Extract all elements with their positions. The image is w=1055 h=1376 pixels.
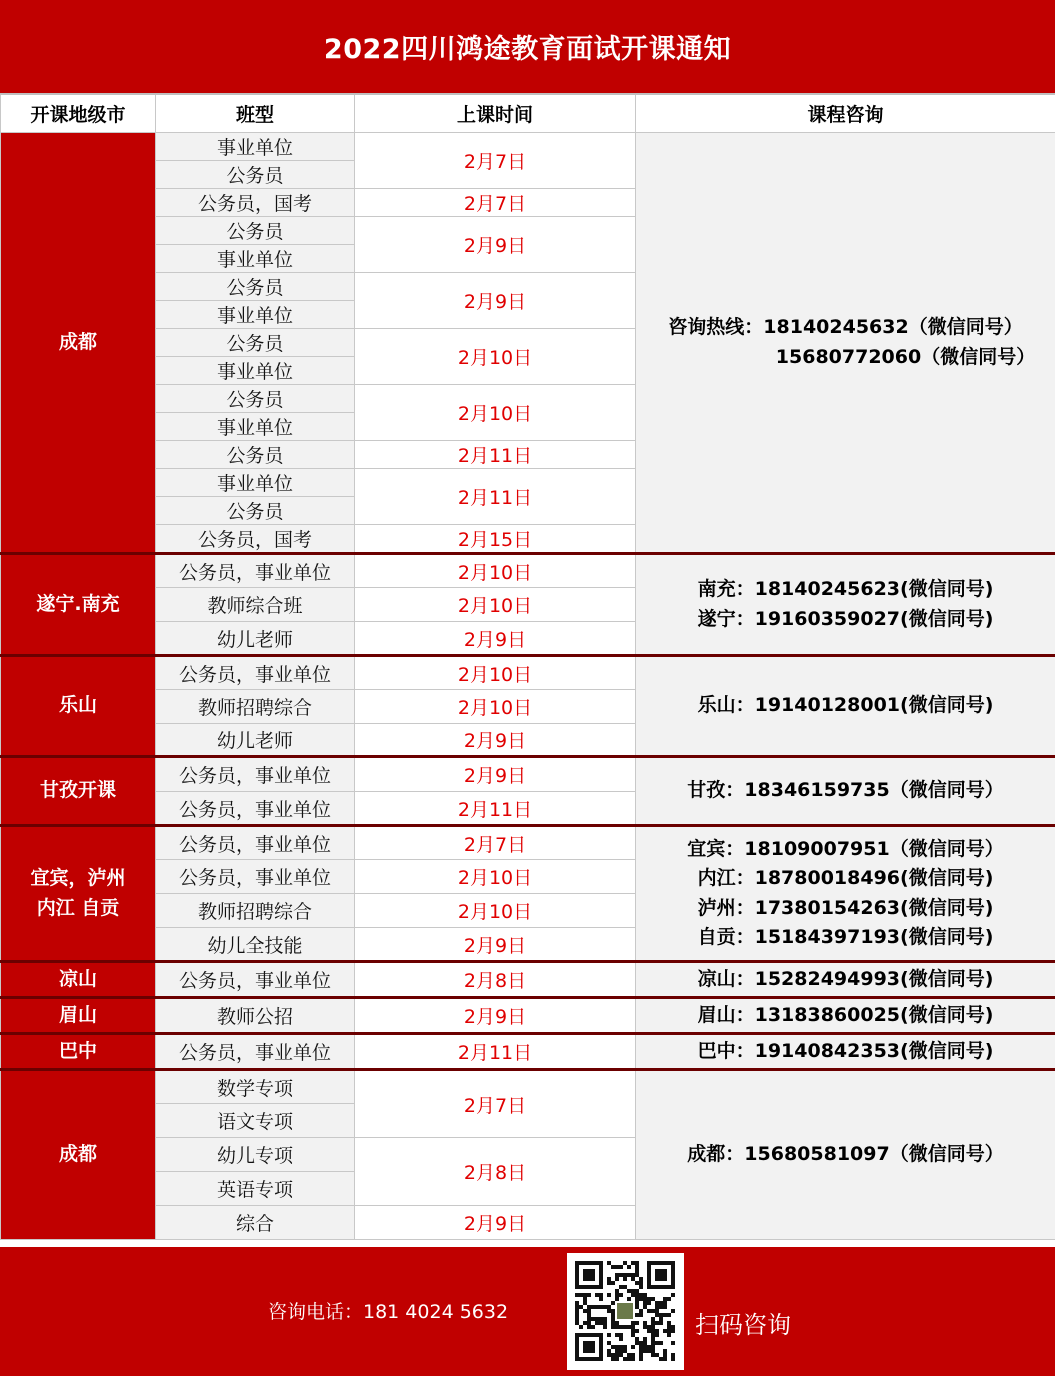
city-name: 遂宁.南充 xyxy=(36,592,120,615)
class-type-cell: 幼儿全技能 xyxy=(156,928,355,962)
class-date-cell: 2月8日 xyxy=(355,1138,636,1206)
city-cell xyxy=(1,133,156,554)
class-type-cell: 公务员，事业单位 xyxy=(156,860,355,894)
class-type-cell: 公务员，事业单位 xyxy=(156,1034,355,1070)
city-name: 内江 自贡 xyxy=(36,896,120,919)
class-type-cell: 公务员，事业单位 xyxy=(156,792,355,826)
header-class-time: 上课时间 xyxy=(355,94,636,133)
class-type-cell: 公务员 xyxy=(156,441,355,469)
city-name: 宜宾，泸州 xyxy=(30,867,126,890)
city-name: 乐山 xyxy=(58,694,97,717)
class-date-cell: 2月10日 xyxy=(355,690,636,724)
city-cell xyxy=(1,962,156,998)
header-consult: 课程咨询 xyxy=(636,94,1055,133)
class-type-cell: 公务员，国考 xyxy=(156,189,355,217)
class-date-cell: 2月9日 xyxy=(355,998,636,1034)
class-type-cell: 公务员，事业单位 xyxy=(156,826,355,860)
class-date-cell: 2月11日 xyxy=(355,441,636,469)
city-cell xyxy=(1,656,156,757)
class-type-cell: 事业单位 xyxy=(156,301,355,329)
table-row xyxy=(1,826,1055,860)
table-row xyxy=(1,1070,1055,1104)
footer-phone: 咨询电话：181 4024 5632 xyxy=(268,1301,509,1323)
class-date-cell: 2月7日 xyxy=(355,826,636,860)
city-cell xyxy=(1,757,156,826)
city-name: 成都 xyxy=(58,330,97,353)
city-name: 凉山 xyxy=(58,967,97,990)
class-date-cell: 2月7日 xyxy=(355,133,636,189)
class-type-cell: 公务员 xyxy=(156,385,355,413)
table-row xyxy=(1,554,1055,588)
class-date-cell: 2月10日 xyxy=(355,554,636,588)
consult-line: 泸州：17380154263(微信同号) xyxy=(697,896,994,919)
class-date-cell: 2月9日 xyxy=(355,757,636,792)
class-type-cell: 公务员 xyxy=(156,497,355,525)
consult-cell xyxy=(636,1070,1055,1240)
schedule-table xyxy=(0,93,1055,1240)
class-type-cell: 事业单位 xyxy=(156,413,355,441)
class-date-cell: 2月7日 xyxy=(355,189,636,217)
city-name: 甘孜开课 xyxy=(39,779,116,802)
consult-line: 自贡：15184397193(微信同号) xyxy=(697,925,994,948)
consult-line: 凉山：15282494993(微信同号) xyxy=(697,967,994,990)
footer-bar xyxy=(0,1247,1055,1376)
consult-line: 乐山：19140128001(微信同号) xyxy=(697,694,994,717)
city-name: 眉山 xyxy=(58,1003,97,1026)
class-type-cell: 公务员 xyxy=(156,217,355,245)
class-date-cell: 2月10日 xyxy=(355,894,636,928)
class-type-cell: 公务员，国考 xyxy=(156,525,355,554)
qr-code-image xyxy=(567,1253,684,1370)
consult-cell xyxy=(636,998,1055,1034)
class-type-cell: 语文专项 xyxy=(156,1104,355,1138)
consult-cell xyxy=(636,656,1055,757)
class-date-cell: 2月9日 xyxy=(355,1206,636,1240)
class-type-cell: 公务员 xyxy=(156,273,355,301)
class-date-cell: 2月8日 xyxy=(355,962,636,998)
consult-line: 甘孜：18346159735（微信同号） xyxy=(687,779,1004,802)
city-name: 巴中 xyxy=(58,1039,97,1062)
class-date-cell: 2月10日 xyxy=(355,860,636,894)
class-type-cell: 事业单位 xyxy=(156,357,355,385)
class-type-cell: 公务员，事业单位 xyxy=(156,554,355,588)
class-type-cell: 公务员，事业单位 xyxy=(156,656,355,690)
class-type-cell: 数学专项 xyxy=(156,1070,355,1104)
class-type-cell: 事业单位 xyxy=(156,469,355,497)
table-row xyxy=(1,757,1055,792)
consult-line: 15680772060（微信同号） xyxy=(775,345,1036,368)
class-date-cell: 2月10日 xyxy=(355,656,636,690)
class-type-cell: 教师综合班 xyxy=(156,588,355,622)
class-type-cell: 教师公招 xyxy=(156,998,355,1034)
consult-line: 南充：18140245623(微信同号) xyxy=(697,578,994,601)
page-title: 2022四川鸿途教育面试开课通知 xyxy=(0,0,1055,93)
class-type-cell: 公务员 xyxy=(156,329,355,357)
consult-cell xyxy=(636,1034,1055,1070)
consult-cell xyxy=(636,554,1055,656)
consult-cell xyxy=(636,962,1055,998)
class-type-cell: 英语专项 xyxy=(156,1172,355,1206)
class-date-cell: 2月9日 xyxy=(355,724,636,757)
city-cell xyxy=(1,826,156,962)
class-date-cell: 2月11日 xyxy=(355,469,636,525)
table-row xyxy=(1,656,1055,690)
class-type-cell: 教师招聘综合 xyxy=(156,690,355,724)
class-type-cell: 公务员，事业单位 xyxy=(156,962,355,998)
class-type-cell: 幼儿老师 xyxy=(156,622,355,656)
class-type-cell: 事业单位 xyxy=(156,133,355,161)
class-type-cell: 教师招聘综合 xyxy=(156,894,355,928)
class-date-cell: 2月15日 xyxy=(355,525,636,554)
consult-line: 遂宁：19160359027(微信同号) xyxy=(697,607,994,630)
consult-line: 成都：15680581097（微信同号） xyxy=(687,1143,1004,1166)
class-type-cell: 综合 xyxy=(156,1206,355,1240)
class-date-cell: 2月9日 xyxy=(355,273,636,329)
consult-cell xyxy=(636,826,1055,962)
consult-line: 眉山：13183860025(微信同号) xyxy=(697,1003,994,1026)
table-row xyxy=(1,998,1055,1034)
scan-label: 扫码咨询 xyxy=(695,1311,791,1339)
class-date-cell: 2月9日 xyxy=(355,622,636,656)
consult-line: 咨询热线：18140245632（微信同号） xyxy=(668,316,1023,339)
class-type-cell: 幼儿专项 xyxy=(156,1138,355,1172)
class-date-cell: 2月9日 xyxy=(355,928,636,962)
consult-cell xyxy=(636,133,1055,554)
table-header-row xyxy=(1,94,1055,133)
consult-line: 巴中：19140842353(微信同号) xyxy=(697,1039,994,1062)
class-date-cell: 2月10日 xyxy=(355,588,636,622)
consult-cell xyxy=(636,757,1055,826)
class-date-cell: 2月9日 xyxy=(355,217,636,273)
class-date-cell: 2月7日 xyxy=(355,1070,636,1138)
class-date-cell: 2月10日 xyxy=(355,385,636,441)
consult-line: 宜宾：18109007951（微信同号） xyxy=(687,837,1004,860)
class-type-cell: 事业单位 xyxy=(156,245,355,273)
qr-code[interactable] xyxy=(567,1253,684,1370)
class-type-cell: 幼儿老师 xyxy=(156,724,355,757)
table-row xyxy=(1,133,1055,161)
class-date-cell: 2月11日 xyxy=(355,1034,636,1070)
table-row xyxy=(1,1034,1055,1070)
class-type-cell: 公务员 xyxy=(156,161,355,189)
city-cell xyxy=(1,1034,156,1070)
city-name: 成都 xyxy=(58,1143,97,1166)
table-row xyxy=(1,962,1055,998)
city-cell xyxy=(1,554,156,656)
class-date-cell: 2月11日 xyxy=(355,792,636,826)
class-type-cell: 公务员，事业单位 xyxy=(156,757,355,792)
header-class-type: 班型 xyxy=(156,94,355,133)
header-city: 开课地级市 xyxy=(1,94,156,133)
consult-line: 内江：18780018496(微信同号) xyxy=(697,867,994,890)
city-cell xyxy=(1,1070,156,1240)
class-date-cell: 2月10日 xyxy=(355,329,636,385)
city-cell xyxy=(1,998,156,1034)
